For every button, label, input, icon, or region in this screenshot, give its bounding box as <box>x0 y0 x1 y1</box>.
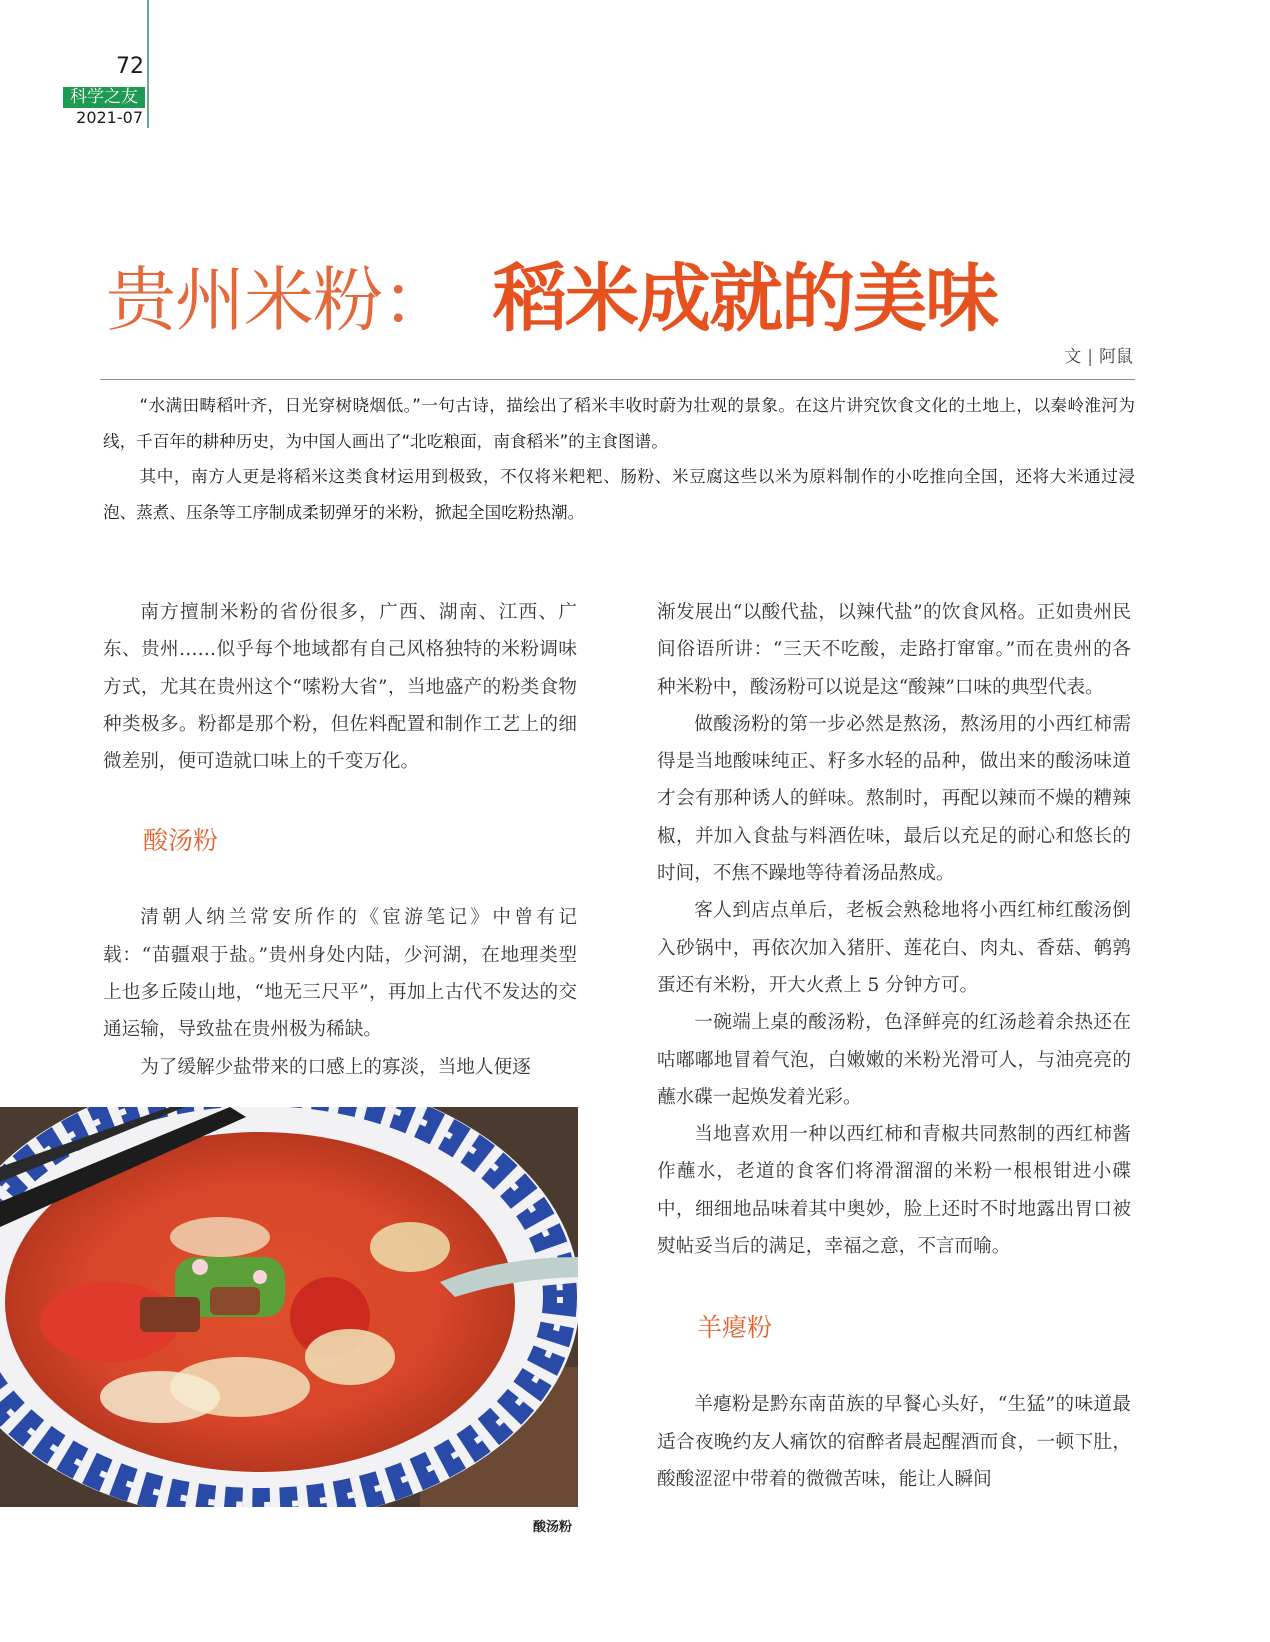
magazine-name-badge: 科学之友 <box>63 87 145 108</box>
title-divider <box>100 379 1135 380</box>
body-paragraph: 羊瘪粉是黔东南苗族的早餐心头好，“生猛”的味道最适合夜晚约友人痛饮的宿醉者晨起醒酒而食，一顿下肚，酸酸涩涩中带着的微微苦味，能让人瞬间 <box>657 1394 1131 1490</box>
body-paragraph: 做酸汤粉的第一步必然是熬汤，熬汤用的小西红柿需得是当地酸味纯正、籽多水轻的品种，做出来的酸汤味道才会有那种诱人的鲜味。熬制时，再配以辣而不燥的糟辣椒，并加入食盐与料酒佐味，最后以充足的耐心和悠长的时间，不焦不躁地等待着汤品熬成。 <box>657 713 1131 885</box>
section-heading-suantang: 酸汤粉 <box>143 826 219 856</box>
page-number: 72 <box>116 54 144 79</box>
author-name: 阿鼠 <box>1099 347 1133 367</box>
intro-paragraph: “水满田畴稻叶齐，日光穿树晓烟低。”一句古诗，描绘出了稻米丰收时蔚为壮观的景象。在这片讲究饮食文化的土地上，以秦岭淮河为线，千百年的耕种历史，为中国人画出了“北吃粮面，南食稻米”的主食图谱。 <box>103 396 1135 451</box>
body-paragraph: 清朝人纳兰常安所作的《宦游笔记》中曾有记载：“苗疆艰于盐。”贵州身处内陆，少河湖，在地理类型上也多丘陵山地，“地无三尺平”，再加上古代不发达的交通运输，导致盐在贵州极为稀缺。 <box>103 907 577 1041</box>
issue-date: 2021-07 <box>76 108 143 127</box>
byline <box>1064 349 1133 366</box>
body-paragraph: 为了缓解少盐带来的口感上的寡淡，当地人便逐 <box>140 1056 531 1078</box>
title-main: 稻米成就的美味 <box>493 256 997 342</box>
body-paragraph: 南方擅制米粉的省份很多，广西、湖南、江西、广东、贵州……似乎每个地域都有自己风格独特的米粉调味方式，尤其在贵州这个“嗦粉大省”，当地盛产的粉类食物种类极多。粉都是那个粉，但佐料配置和制作工艺上的细微差别，便可造就口味上的千变万化。 <box>103 602 577 773</box>
left-column <box>103 594 577 1086</box>
title-prefix: 贵州米粉： <box>106 259 451 341</box>
byline-label: 文 <box>1064 347 1082 367</box>
body-paragraph: 渐发展出“以酸代盐，以辣代盐”的饮食风格。正如贵州民间俗语所讲：“三天不吃酸，走路打窜窜。”而在贵州的各种米粉中，酸汤粉可以说是这“酸辣”口味的典型代表。 <box>657 602 1131 698</box>
body-paragraph: 当地喜欢用一种以西红柿和青椒共同熬制的西红柿酱作蘸水，老道的食客们将滑溜溜的米粉一根根钳进小碟中，细细地品味着其中奥妙，脸上还时不时地露出胃口被熨帖妥当后的满足，幸福之意，不言而喻。 <box>657 1124 1131 1258</box>
sour-soup-noodle-image <box>0 1107 578 1507</box>
right-column <box>657 594 1131 1498</box>
food-photo <box>0 1107 578 1507</box>
article-title <box>106 256 997 342</box>
intro-paragraph: 其中，南方人更是将稻米这类食材运用到极致，不仅将米粑粑、肠粉、米豆腐这些以米为原料制作的小吃推向全国，还将大米通过浸泡、蒸煮、压条等工序制成柔韧弹牙的米粉，掀起全国吃粉热潮。 <box>103 467 1135 522</box>
margin-rule <box>147 0 149 128</box>
body-paragraph: 一碗端上桌的酸汤粉，色泽鲜亮的红汤趁着余热还在咕嘟嘟地冒着气泡，白嫩嫩的米粉光滑可人，与油亮亮的蘸水碟一起焕发着光彩。 <box>657 1012 1131 1108</box>
body-paragraph: 客人到店点单后，老板会熟稔地将小西红柿红酸汤倒入砂锅中，再依次加入猪肝、莲花白、肉丸、香菇、鹌鹑蛋还有米粉，开大火煮上 5 分钟方可。 <box>657 900 1131 996</box>
photo-caption: 酸汤粉 <box>533 1520 573 1535</box>
intro-lead <box>103 388 1135 530</box>
byline-separator: | <box>1087 347 1093 367</box>
section-heading-yangbie: 羊瘪粉 <box>697 1313 773 1343</box>
